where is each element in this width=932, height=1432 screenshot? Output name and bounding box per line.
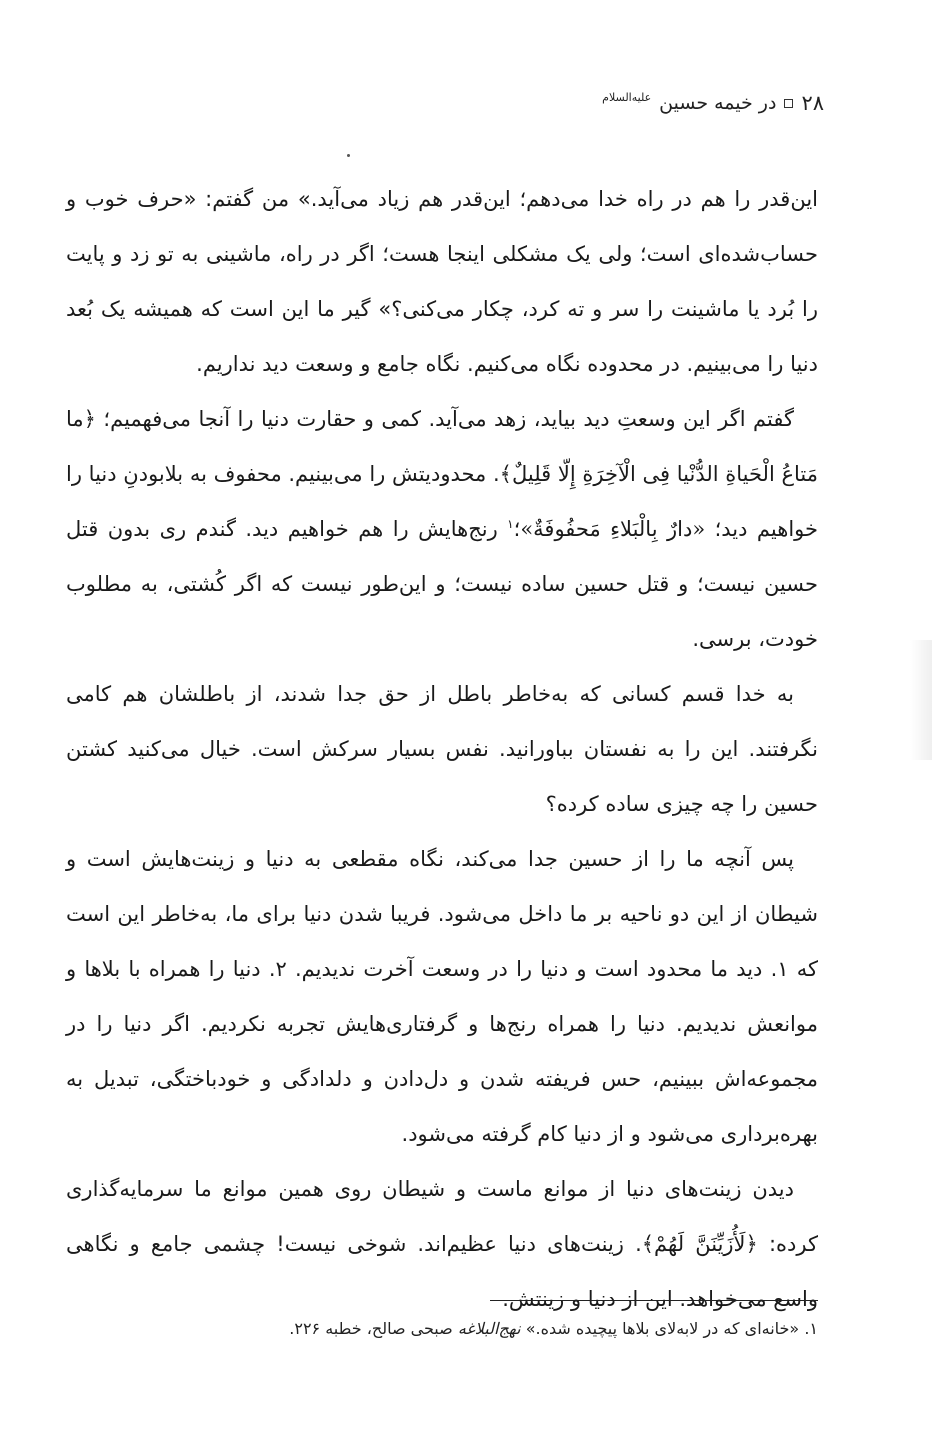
paragraph-text: به خدا قسم کسانی که به‌خاطر باطل از حق جدا شدند، از باطلشان هم کامی نگرفتند. این را به نفستان بباورانید. نفس بسیار سرکش است. خیال می‌کنید کشتن حسین را چه چیزی ساده کرده؟ xyxy=(66,682,818,816)
separator-square-icon xyxy=(784,99,793,108)
body-text xyxy=(66,172,818,1327)
quran-quote: ﴿ما مَتاعُ الْحَیاةِ الدُّنْیا فِی الْآخِرَةِ إِلّا قَلِیلٌ﴾ xyxy=(66,407,819,486)
paragraph-text: . زینت‌های دنیا عظیم‌اند. شوخی نیست! چشمی جامع و نگاهی واسع می‌خواهد. این از دنیا و زینتش. xyxy=(66,1232,818,1311)
paragraph-text: دیدن زینت‌های دنیا از موانع ماست و شیطان روی همین موانع ما سرمایه‌گذاری کرده: xyxy=(66,1177,818,1256)
honorific-mark: علیه‌السلام xyxy=(602,90,652,104)
footnote-rule xyxy=(490,1300,818,1301)
paragraph xyxy=(66,832,818,1162)
paragraph-text: این‌قدر را هم در راه خدا می‌دهم؛ این‌قدر هم زیاد می‌آید.» من گفتم: «حرف خوب و حساب‌شده‌ای است؛ ولی یک مشکلی اینجا هست؛ اگر در راه، ماشینی به تو زد و پایت را بُرد یا ماشینت را سر و ته کرد، چکار می‌کنی؟» گیر ما این است که همیشه یک بُعد دنیا را می‌بینیم. در محدوده نگاه می‌کنیم. نگاه جامع و وسعت دید نداریم. xyxy=(66,187,818,376)
quran-quote: «دارٌ بِالْبَلاءِ مَحفُوفَةٌ» xyxy=(520,517,706,541)
paragraph-text: ؛ xyxy=(513,517,521,541)
page-number: ۲۸ xyxy=(801,91,824,115)
page-edge-shadow xyxy=(910,640,932,760)
quran-quote: ﴿لَأُزَیِّنَنَّ لَهُمْ﴾ xyxy=(641,1232,758,1256)
footnote-number: ۱. xyxy=(804,1319,818,1338)
footnote-reference: ۱ xyxy=(507,517,514,531)
footnote xyxy=(118,1316,818,1342)
paragraph xyxy=(66,392,818,667)
paragraph xyxy=(66,667,818,832)
print-dot xyxy=(347,154,350,157)
paragraph-text: . محدودیتش را می‌بینیم. محفوف به بلابودنِ دنیا را خواهیم دید؛ xyxy=(66,462,818,541)
footnote-quote: «خانه‌ای که در لابه‌لای بلاها پیچیده شده.» xyxy=(525,1319,800,1338)
footnote-book-title: نهج‌البلاغه xyxy=(457,1319,521,1338)
paragraph-text: رنج‌هایش را هم خواهیم دید. گندم ری بدون قتل حسین نیست؛ و قتل حسین ساده نیست؛ و این‌طور نیست که اگر کُشتی، به مطلوب خودت، برسی. xyxy=(66,517,818,651)
running-title: در خیمه حسین xyxy=(659,92,777,114)
paragraph-text: پس آنچه ما را از حسین جدا می‌کند، نگاه مقطعی به دنیا و زینت‌هایش است و شیطان از این دو ناحیه بر ما داخل می‌شود. فریبا شدن دنیا برای ما، به‌خاطر این است که ۱. دید ما محدود است و دنیا را در وسعت آخرت ندیدیم. ۲. دنیا را همراه با بلاها و موانعش ندیدیم. دنیا را همراه رنج‌ها و گرفتاری‌هایش تجربه نکردیم. اگر دنیا را در مجموعه‌اش ببینیم، حس فریفته شدن و دل‌دادن و دلدادگی و خودباختگی، تبدیل به بهره‌برداری می‌شود و از دنیا کام گرفته می‌شود. xyxy=(66,847,818,1146)
paragraph xyxy=(66,1162,818,1327)
paragraph xyxy=(66,172,818,392)
paragraph-text: گفتم اگر این وسعتِ دید بیاید، زهد می‌آید. کمی و حقارت دنیا را آنجا می‌فهمیم؛ xyxy=(95,407,794,431)
running-header xyxy=(602,88,824,118)
footnote-source: صبحی صالح، خطبه ۲۲۶. xyxy=(289,1319,453,1338)
